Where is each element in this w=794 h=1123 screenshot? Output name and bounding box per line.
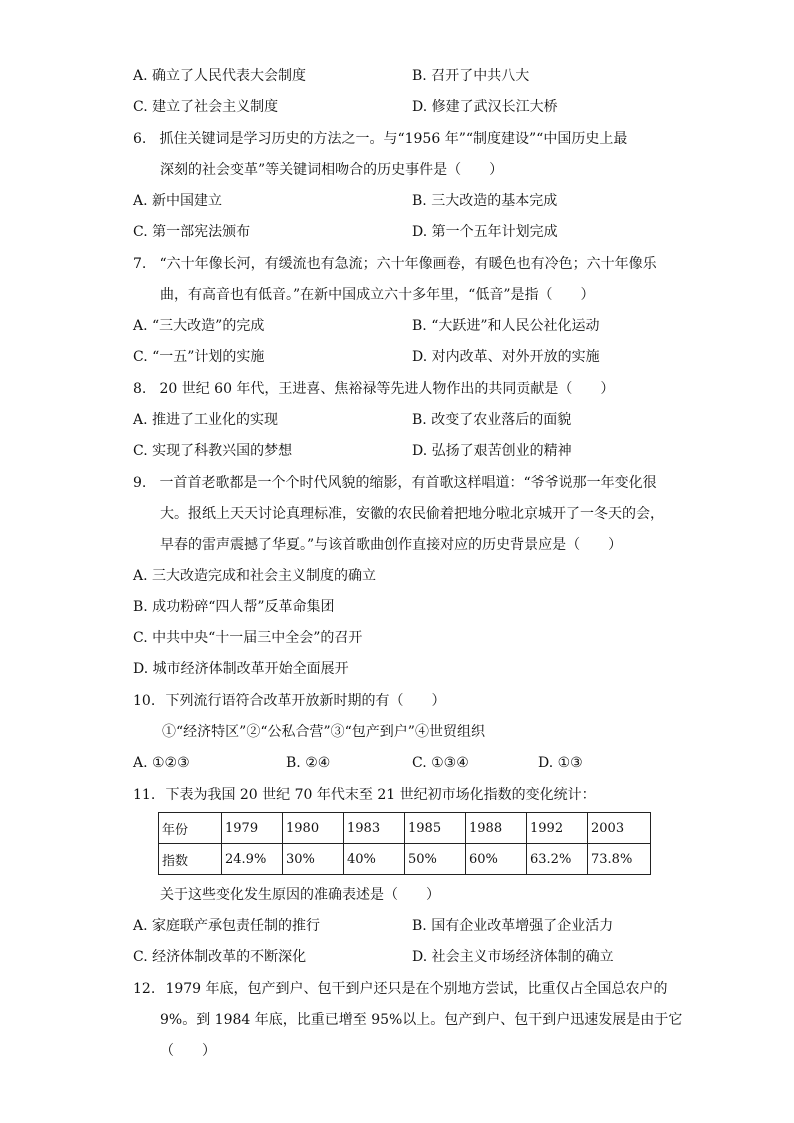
q9-stem-line1 (133, 473, 657, 493)
q7-stem-line1 (133, 254, 657, 274)
q9-number: 9. (133, 475, 147, 491)
q8-option-a: A. 推进了工业化的实现 (133, 412, 279, 428)
q5-option-c: C. 建立了社会主义制度 (133, 99, 279, 115)
q10-text: 下列流行语符合改革开放新时期的有（ ） (165, 693, 446, 709)
q10-number: 10. (133, 693, 156, 709)
q10-option-a: A. ①②③ (133, 755, 190, 771)
q11-option-a: A. 家庭联产承包责任制的推行 (133, 918, 321, 934)
q9-text: 一首首老歌都是一个个时代风貌的缩影，有首歌这样唱道：“爷爷说那一年变化很 (159, 475, 657, 491)
q12-stem-line3: （ ） (160, 1043, 216, 1059)
q8-stem-line1 (133, 379, 614, 399)
q6-stem-line2: 深刻的社会变革”等关键词相吻合的历史事件是（ ） (160, 162, 504, 178)
q6-option-a: A. 新中国建立 (133, 193, 223, 209)
q8-number: 8. (133, 381, 147, 397)
q11-number: 11. (133, 787, 156, 803)
q10-stem-line2: ①“经济特区”②“公私合营”③“包产到户”④世贸组织 (162, 724, 485, 740)
table-row (159, 844, 651, 875)
q6-number: 6. (133, 131, 147, 147)
q10-option-d: D. ①③ (538, 755, 583, 771)
q7-text: “六十年像长河，有缓流也有急流；六十年像画卷，有暖色也有冷色；六十年像乐 (159, 256, 657, 272)
table-cell: 1988 (466, 813, 527, 844)
q5-option-a: A. 确立了人民代表大会制度 (133, 68, 307, 84)
q11-text: 下表为我国 20 世纪 70 年代末至 21 世纪初市场化指数的变化统计： (165, 787, 596, 803)
table-cell: 1985 (405, 813, 466, 844)
q11-option-d: D. 社会主义市场经济体制的确立 (412, 949, 614, 965)
market-index-table (158, 812, 651, 875)
table-cell: 指数 (159, 844, 222, 875)
table-cell: 1979 (222, 813, 283, 844)
q7-option-c: C. “一五”计划的实施 (133, 349, 265, 365)
q12-number: 12. (133, 981, 156, 997)
table-cell: 73.8% (588, 844, 651, 875)
q11-option-b: B. 国有企业改革增强了企业活力 (412, 918, 614, 934)
q7-option-a: A. “三大改造”的完成 (133, 318, 265, 334)
q9-option-d: D. 城市经济体制改革开始全面展开 (133, 661, 349, 677)
q9-option-b: B. 成功粉碎“四人帮”反革命集团 (133, 599, 335, 615)
table-cell: 1980 (283, 813, 344, 844)
q6-text: 抓住关键词是学习历史的方法之一。与“1956 年”“制度建设”“中国历史上最 (159, 131, 628, 147)
q9-option-a: A. 三大改造完成和社会主义制度的确立 (133, 568, 377, 584)
q6-option-d: D. 第一个五年计划完成 (412, 224, 558, 240)
q6-option-b: B. 三大改造的基本完成 (412, 193, 558, 209)
q9-stem-line3: 早春的雷声震撼了华夏。”与该首歌曲创作直接对应的历史背景应是（ ） (160, 537, 623, 553)
table-row (159, 813, 651, 844)
table-cell: 24.9% (222, 844, 283, 875)
q8-option-b: B. 改变了农业落后的面貌 (412, 412, 572, 428)
q10-stem-line1 (133, 691, 445, 711)
q11-stem-line1 (133, 785, 596, 805)
q12-stem-line1 (133, 979, 668, 999)
q12-text: 1979 年底，包产到户、包干到户还只是在个别地方尝试，比重仅占全国总农户的 (165, 981, 668, 997)
table-cell: 年份 (159, 813, 222, 844)
q5-option-b: B. 召开了中共八大 (412, 68, 530, 84)
table-cell: 60% (466, 844, 527, 875)
q5-option-d: D. 修建了武汉长江大桥 (412, 99, 558, 115)
table-cell: 1983 (344, 813, 405, 844)
q8-text: 20 世纪 60 年代，王进喜、焦裕禄等先进人物作出的共同贡献是（ ） (159, 381, 615, 397)
table-cell: 40% (344, 844, 405, 875)
q8-option-d: D. 弘扬了艰苦创业的精神 (412, 443, 572, 459)
table-cell: 63.2% (527, 844, 588, 875)
q9-stem-line2: 大。报纸上天天讨论真理标准，安徽的农民偷着把地分啦北京城开了一冬天的会， (160, 506, 664, 522)
q10-option-b: B. ②④ (286, 755, 331, 771)
table-cell: 50% (405, 844, 466, 875)
q6-option-c: C. 第一部宪法颁布 (133, 224, 251, 240)
q11-stem-line2: 关于这些变化发生原因的准确表述是（ ） (160, 887, 440, 903)
q10-option-c: C. ①③④ (412, 755, 469, 771)
q12-stem-line2: 9%。到 1984 年底，比重已增至 95%以上。包产到户、包干到户迅速发展是由于它 (160, 1012, 683, 1028)
q7-stem-line2: 曲，有高音也有低音。”在新中国成立六十多年里，“低音”是指（ ） (160, 287, 595, 303)
table-cell: 2003 (588, 813, 651, 844)
q9-option-c: C. 中共中央“十一届三中全会”的召开 (133, 630, 363, 646)
q6-stem-line1 (133, 129, 627, 149)
table-cell: 1992 (527, 813, 588, 844)
q8-option-c: C. 实现了科教兴国的梦想 (133, 443, 293, 459)
q7-number: 7. (133, 256, 147, 272)
q7-option-d: D. 对内改革、对外开放的实施 (412, 349, 600, 365)
q11-option-c: C. 经济体制改革的不断深化 (133, 949, 307, 965)
table-cell: 30% (283, 844, 344, 875)
q7-option-b: B. “大跃进”和人民公社化运动 (412, 318, 600, 334)
